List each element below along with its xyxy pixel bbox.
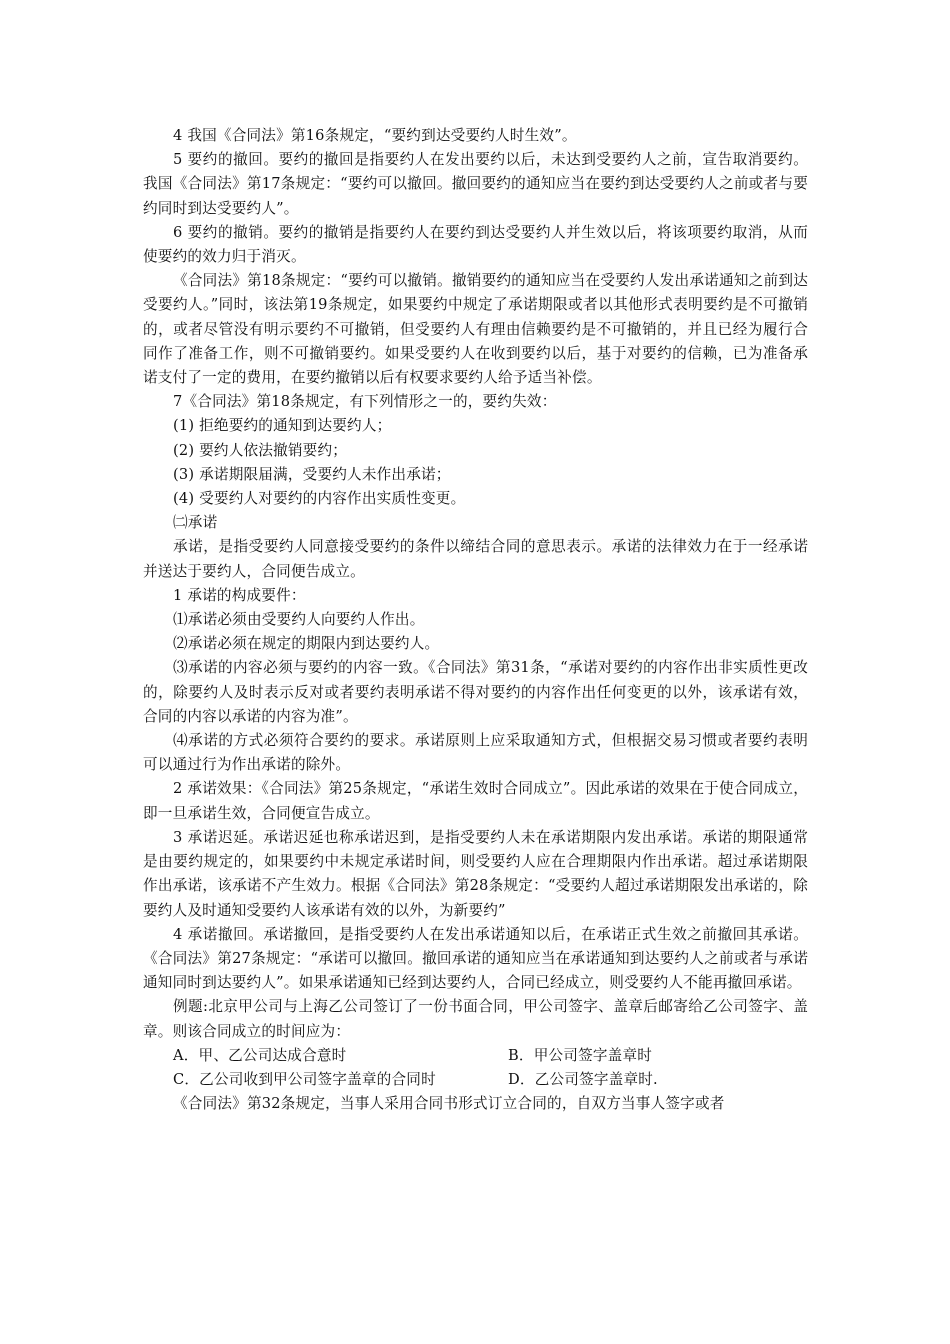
list-item: ⑴承诺必须由受要约人向要约人作出。 [173, 611, 425, 629]
list-item: ⑷承诺的方式必须符合要约的要求。承诺原则上应采取通知方式，但根据交易习惯或者要约表明可以通过行为作出承诺的除外。 [143, 732, 808, 774]
paragraph: 5 要约的撤回。要约的撤回是指要约人在发出要约以后，未达到受要约人之前，宣告取消要约。我国《合同法》第17条规定：“要约可以撤回。撤回要约的通知应当在要约到达受要约人之前或者与要约同时到达受要约人”。 [143, 151, 808, 217]
paragraph: 4 承诺撤回。承诺撤回，是指受要约人在发出承诺通知以后，在承诺正式生效之前撤回其承诺。《合同法》第27条规定：“承诺可以撤回。撤回承诺的通知应当在承诺通知到达要约人之前或者与承诺通知同时到达要约人”。如果承诺通知已经到达要约人，合同已经成立，则受要约人不能再撤回承诺。 [143, 925, 808, 992]
list-item: (2) 要约人依法撤销要约； [173, 441, 348, 459]
paragraph: 承诺，是指受要约人同意接受要约的条件以缔结合同的意思表示。承诺的法律效力在于一经承诺并送达于要约人，合同便告成立。 [143, 538, 808, 580]
option-d: D．乙公司签字盖章时. [508, 1070, 658, 1088]
paragraph: 2 承诺效果：《合同法》第25条规定，“承诺生效时合同成立”。因此承诺的效果在于使合同成立，即一旦承诺生效，合同便宣告成立。 [143, 780, 808, 822]
options-row [143, 1044, 808, 1068]
option-b: B．甲公司签字盖章时 [508, 1046, 653, 1064]
paragraph: 《合同法》第32条规定，当事人采用合同书形式订立合同的，自双方当事人签字或者 [173, 1095, 725, 1113]
paragraph: 6 要约的撤销。要约的撤销是指要约人在要约到达受要约人并生效以后，将该项要约取消，从而使要约的效力归于消灭。 [143, 223, 808, 266]
options-row [143, 1068, 808, 1092]
list-item: (3) 承诺期限届满，受要约人未作出承诺； [173, 465, 451, 483]
list-item: ⑶承诺的内容必须与要约的内容一致。《合同法》第31条，“承诺对要约的内容作出非实质性更改的，除要约人及时表示反对或者要约表明承诺不得对要约的内容作出任何变更的以外，该承诺有效，合同的内容以承诺的内容为准”。 [143, 659, 808, 725]
paragraph: 3 承诺迟延。承诺迟延也称承诺迟到，是指受要约人未在承诺期限内发出承诺。承诺的期限通常是由要约规定的，如果要约中未规定承诺时间，则受要约人应在合理期限内作出承诺。超过承诺期限作出承诺，该承诺不产生效力。根据《合同法》第28条规定：“受要约人超过承诺期限发出承诺的，除要约人及时通知受要约人该承诺有效的以外，为新要约” [143, 828, 808, 919]
list-item: (1) 拒绝要约的通知到达要约人； [173, 417, 392, 435]
paragraph: 7《合同法》第18条规定，有下列情形之一的，要约失效： [173, 393, 557, 411]
section-heading: ㈡承诺 [173, 514, 218, 532]
option-c: C．乙公司收到甲公司签字盖章的合同时 [173, 1070, 436, 1088]
paragraph: 《合同法》第18条规定：“要约可以撤销。撤销要约的通知应当在受要约人发出承诺通知之前到达受要约人。”同时，该法第19条规定，如果要约中规定了承诺期限或者以其他形式表明要约是不可撤销的，或者尽管没有明示要约不可撤销，但受要约人有理由信赖要约是不可撤销的，并且已经为履行合同作了准备工作，则不可撤销要约。如果受要约人在收到要约以后，基于对要约的信赖，已为准备承诺支付了一定的费用，在要约撤销以后有权要求要约人给予适当补偿。 [143, 272, 808, 387]
list-item: (4) 受要约人对要约的内容作出实质性变更。 [173, 490, 466, 508]
paragraph: 1 承诺的构成要件： [173, 586, 306, 604]
paragraph: 4 我国《合同法》第16条规定，“要约到达受要约人时生效”。 [173, 127, 577, 144]
example-question: 例题:北京甲公司与上海乙公司签订了一份书面合同，甲公司签字、盖章后邮寄给乙公司签字、盖章。则该合同成立的时间应为： [143, 998, 808, 1040]
option-a: A．甲、乙公司达成合意时 [173, 1046, 347, 1064]
list-item: ⑵承诺必须在规定的期限内到达要约人。 [173, 635, 440, 653]
document-body [143, 124, 808, 1116]
